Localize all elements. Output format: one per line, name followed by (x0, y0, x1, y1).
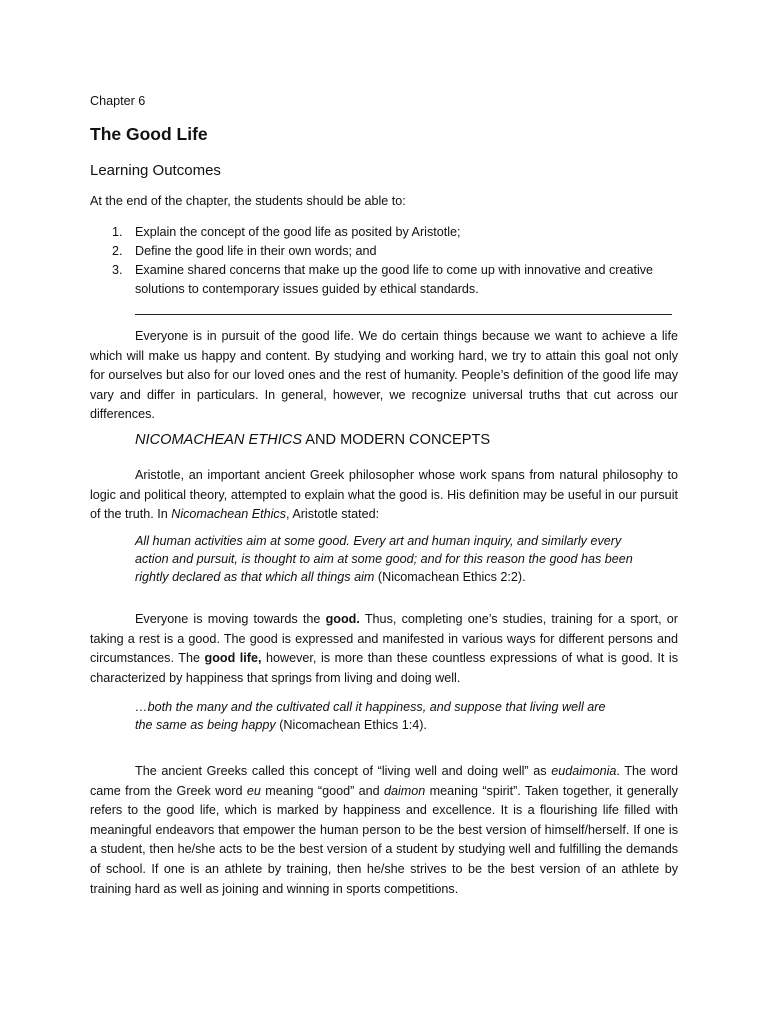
list-item-text: Explain the concept of the good life as posited by Aristotle; (135, 225, 461, 239)
list-item-text: Define the good life in their own words; and (135, 244, 377, 258)
good-paragraph (90, 610, 678, 688)
chapter-title: The Good Life (90, 124, 208, 144)
section-heading-rest: AND MODERN CONCEPTS (302, 432, 491, 448)
section-heading (135, 432, 490, 448)
paragraph-text: Thus, completing one’s studies, training for a sport, or taking a rest is a good. The good is expressed and manifested in various ways for different persons and circumstances. The (90, 612, 678, 666)
paragraph-text: . The word came from the Greek word (90, 764, 678, 798)
paragraph-text: Aristotle, an important ancient Greek philosopher whose work spans from natural philosophy to logic and political theory, attempted to explain what the good is. His definition may be useful in our pursuit of the truth. In (90, 468, 678, 522)
paragraph-text: meaning “spirit”. Taken together, it generally refers to the good life, which is marked by happiness and excellence. It is a flourishing life filled with meaningful endeavors that empower the human person to be the best version of himself/herself. If one is a student, then he/she acts to be the best version of a student by studying well and fulfilling the demands of school. If one is an athlete by training, then he/she strives to be the best version of an athlete by training hard as well as joining and winning in sports competitions. (90, 783, 679, 896)
quote-citation: (Nicomachean Ethics 2:2). (374, 570, 526, 584)
learning-outcomes-heading: Learning Outcomes (90, 162, 221, 179)
quote-text: …both the many and the cultivated call it happiness, and suppose that living well are the same as being happy (135, 700, 606, 732)
eudaimonia-paragraph (90, 762, 678, 899)
list-item-number: 2. (112, 244, 123, 258)
list-item-text: Examine shared concerns that make up the good life to come up with innovative and creative solutions to contemporary issues guided by ethical standards. (135, 263, 654, 296)
quote-text: All human activities aim at some good. Every art and human inquiry, and similarly every action and pursuit, is thought to aim at some good; and for this reason the good has been rightly declared as that which all things aim (135, 534, 633, 584)
italic-term: eudaimonia (551, 764, 617, 778)
book-title: Nicomachean Ethics (171, 507, 287, 522)
bold-term: good life, (204, 651, 262, 666)
intro-paragraph: Everyone is in pursuit of the good life. We do certain things because we want to achieve a life which will make us happy and content. By studying and working hard, we try to attain this goal not only for ourselves but also for our loved ones and the rest of humanity. People’s definition of the good life may vary and differ in particulars. In general, however, we recognize universal truths that cut across our differences. (90, 329, 678, 422)
aristotle-paragraph (90, 466, 678, 525)
chapter-label: Chapter 6 (90, 94, 146, 108)
list-item (90, 223, 678, 242)
list-item-number: 3. (112, 263, 123, 277)
paragraph-text: The ancient Greeks called this concept of “living well and doing well” as (135, 764, 552, 778)
paragraph-text: Everyone is moving towards the (135, 612, 326, 626)
list-item (90, 242, 678, 261)
aristotle-quote-2 (135, 698, 615, 734)
section-divider (135, 314, 672, 315)
paragraph-text: however, is more than these countless expressions of what is good. It is characterized by happiness that springs from living and doing well. (90, 651, 679, 685)
aristotle-quote-1 (135, 532, 655, 586)
learning-outcomes-intro: At the end of the chapter, the students should be able to: (90, 194, 406, 208)
list-item (90, 261, 678, 299)
paragraph-text: meaning “good” and (260, 783, 384, 798)
bold-term: good. (325, 612, 360, 626)
italic-term: eu (246, 783, 261, 798)
list-item-number: 1. (112, 225, 123, 239)
learning-outcomes-list (90, 223, 678, 299)
paragraph-text: , Aristotle stated: (286, 507, 380, 522)
quote-citation: (Nicomachean Ethics 1:4). (275, 718, 427, 732)
section-heading-italic: NICOMACHEAN ETHICS (135, 432, 303, 448)
italic-term: daimon (384, 783, 426, 798)
